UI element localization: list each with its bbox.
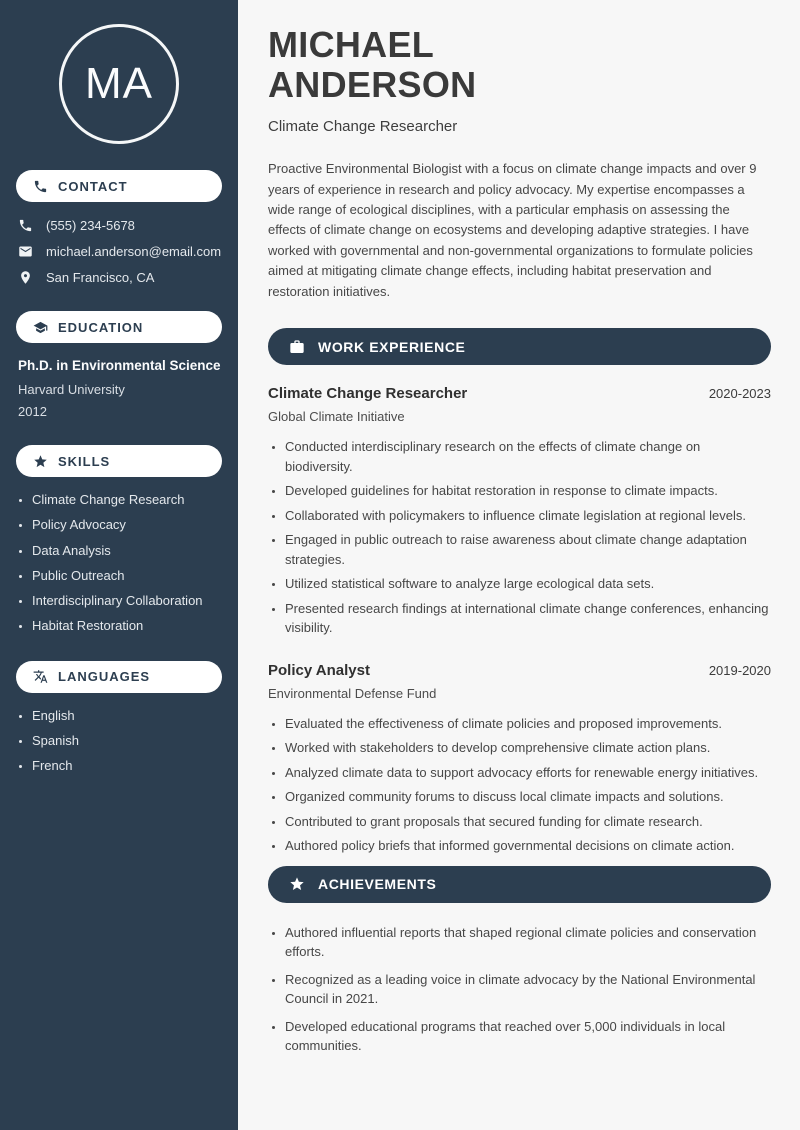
- achievements-header: [268, 866, 771, 903]
- contact-section: [16, 170, 222, 285]
- job-bullet: • Worked with stakeholders to develop comprehensive climate action plans.: [285, 738, 771, 758]
- job-header: [268, 662, 771, 679]
- page-title: [268, 25, 771, 104]
- job-entry: [268, 385, 771, 638]
- education-section-label: EDUCATION: [58, 319, 144, 335]
- education-entry: [16, 358, 222, 419]
- job-bullet: • Collaborated with policymakers to influence climate legislation at regional levels.: [285, 506, 771, 526]
- language-item: • French: [32, 758, 222, 774]
- job-bullet: • Evaluated the effectiveness of climate policies and proposed improvements.: [285, 714, 771, 734]
- contact-list: [16, 218, 222, 285]
- job-period: 2020-2023: [708, 386, 771, 402]
- job-bullet: • Analyzed climate data to support advocacy efforts for renewable energy initiatives.: [285, 763, 771, 783]
- contact-item-text: San Francisco, CA: [46, 270, 155, 285]
- contact-section-label: CONTACT: [58, 178, 128, 194]
- job-bullet: • Conducted interdisciplinary research on the effects of climate change on biodiversity.: [285, 437, 771, 476]
- education-year: 2012: [18, 404, 47, 419]
- star-icon: [33, 454, 48, 469]
- achievement-item: • Recognized as a leading voice in climate advocacy by the National Environmental Council in 2021.: [285, 970, 771, 1009]
- job-title: Climate Change Researcher: [268, 385, 468, 403]
- language-item: • English: [32, 708, 222, 724]
- graduation-cap-icon: [33, 320, 48, 335]
- translate-icon: [33, 669, 48, 684]
- skill-item: • Data Analysis: [32, 543, 222, 559]
- job-bullet: • Utilized statistical software to analyze large ecological data sets.: [285, 574, 771, 594]
- star-icon: [289, 876, 305, 892]
- job-list: [268, 385, 771, 856]
- skills-section-label: SKILLS: [58, 453, 111, 469]
- job-bullet: • Contributed to grant proposals that secured funding for climate research.: [285, 812, 771, 832]
- languages-list: [16, 708, 222, 775]
- education-degree: Ph.D. in Environmental Science: [18, 358, 221, 373]
- job-header: [268, 385, 771, 402]
- location-icon: [18, 270, 33, 285]
- language-item: • Spanish: [32, 733, 222, 749]
- sidebar: [0, 0, 238, 1130]
- education-section: [16, 311, 222, 419]
- job-bullets: [268, 714, 771, 856]
- achievement-item: • Authored influential reports that shaped regional climate policies and conservation efforts.: [285, 923, 771, 962]
- briefcase-icon: [289, 339, 305, 355]
- mail-icon: [18, 244, 33, 259]
- job-company: Global Climate Initiative: [268, 409, 405, 425]
- languages-section-header: [16, 661, 222, 693]
- phone-icon: [18, 218, 33, 233]
- first-name: MICHAEL: [268, 24, 435, 65]
- education-section-header: [16, 311, 222, 343]
- job-bullet: • Presented research findings at international climate change conferences, enhancing visibility.: [285, 599, 771, 638]
- skill-item: • Interdisciplinary Collaboration: [32, 593, 222, 609]
- last-name: ANDERSON: [268, 63, 477, 105]
- job-bullet: • Developed guidelines for habitat restoration in response to climate impacts.: [285, 481, 771, 501]
- job-entry: [268, 662, 771, 856]
- contact-item-text: (555) 234-5678: [46, 218, 135, 233]
- phone-icon: [33, 179, 48, 194]
- job-company: Environmental Defense Fund: [268, 685, 437, 701]
- avatar-initials: MA: [85, 59, 153, 108]
- education-school: Harvard University: [18, 382, 125, 397]
- contact-section-header: [16, 170, 222, 202]
- summary-paragraph: Proactive Environmental Biologist with a focus on climate change impacts and over 9 years of experience in research and policy advocacy. My expertise encompasses a wide range of ecological disciplines, with a particular emphasis on assessing the effects of climate change on ecosystems and developing adaptive strategies. I have worked with governmental and non-governmental organizations to formulate policies aimed at mitigating climate change effects, including habitat preservation and restoration initiatives.: [268, 161, 757, 299]
- work-experience-label: WORK EXPERIENCE: [318, 338, 466, 355]
- skill-item: • Climate Change Research: [32, 492, 222, 508]
- skills-section: [16, 445, 222, 635]
- achievement-item: • Developed educational programs that reached over 5,000 individuals in local communities.: [285, 1017, 771, 1056]
- contact-item-text: michael.anderson@email.com: [46, 244, 222, 259]
- achievements-label: ACHIEVEMENTS: [318, 876, 437, 893]
- job-title: Policy Analyst: [268, 661, 370, 679]
- header: [268, 25, 771, 302]
- job-period: 2019-2020: [708, 662, 771, 678]
- skill-item: • Policy Advocacy: [32, 517, 222, 533]
- job-bullet: • Engaged in public outreach to raise awareness about climate change adaptation strategies.: [285, 530, 771, 569]
- contact-item: [18, 244, 220, 259]
- skill-item: • Public Outreach: [32, 568, 222, 584]
- skills-section-header: [16, 445, 222, 477]
- main-content: [238, 0, 800, 1130]
- contact-item: [18, 270, 220, 285]
- job-bullet: • Organized community forums to discuss local climate impacts and solutions.: [285, 787, 771, 807]
- languages-section: [16, 661, 222, 775]
- contact-item: [18, 218, 220, 233]
- professional-title: Climate Change Researcher: [268, 118, 458, 136]
- work-experience-header: [268, 328, 771, 365]
- avatar: [59, 24, 179, 144]
- skill-item: • Habitat Restoration: [32, 618, 222, 634]
- job-bullet: • Authored policy briefs that informed governmental decisions on climate action.: [285, 836, 771, 856]
- achievements-list: [268, 923, 771, 1056]
- skills-list: [16, 492, 222, 635]
- job-bullets: [268, 437, 771, 638]
- languages-section-label: LANGUAGES: [58, 669, 151, 684]
